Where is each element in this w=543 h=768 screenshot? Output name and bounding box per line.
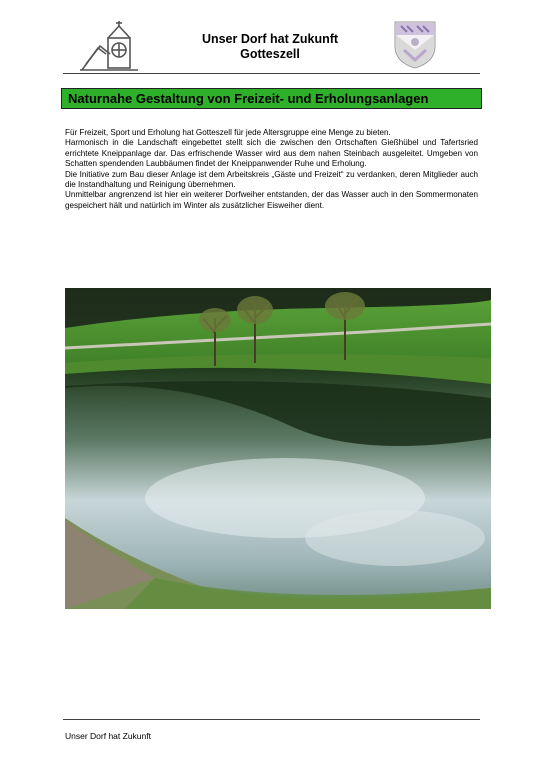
village-logo-icon (80, 20, 140, 72)
paragraph: Für Freizeit, Sport und Erholung hat Gotteszell für jede Altersgruppe eine Menge zu bieten. (65, 128, 391, 137)
header-divider (63, 73, 480, 74)
header-title: Unser Dorf hat Zukunft (201, 32, 339, 46)
footer-divider (63, 719, 480, 720)
header-subtitle: Gotteszell (240, 47, 300, 61)
footer-text: Unser Dorf hat Zukunft (65, 731, 151, 741)
paragraph: Die Initiative zum Bau dieser Anlage ist dem Arbeitskreis „Gäste und Freizeit“ zu verdanken, deren Mitglieder auch die Instandhaltung und Reinigung übernehmen. (65, 169, 478, 190)
body-text (65, 128, 478, 211)
section-title: Naturnahe Gestaltung von Freizeit- und Erholungsanlagen (68, 91, 429, 106)
paragraph: Harmonisch in die Landschaft eingebettet stellt sich die zwischen den Ortschaften Gießhübel und Tafertsried errichtete Kneippanlage dar. Das erfrischende Wasser wird aus dem nahen Steinbach ausgeleitet. Umgeben von Schatten spendenden Laubbäumen findet der Kneippanwender Ruhe und Erholung. (65, 138, 478, 169)
paragraph: Unmittelbar angrenzend ist hier ein weiterer Dorfweiher entstanden, der das Wasser auch in den Sommermonaten gespeichert hält und natürlich im Winter als zusätzlicher Eisweiher dient. (65, 190, 478, 210)
coat-of-arms-icon (392, 20, 438, 70)
document-header (150, 32, 390, 62)
pond-photo (65, 288, 491, 609)
section-banner (61, 88, 482, 109)
